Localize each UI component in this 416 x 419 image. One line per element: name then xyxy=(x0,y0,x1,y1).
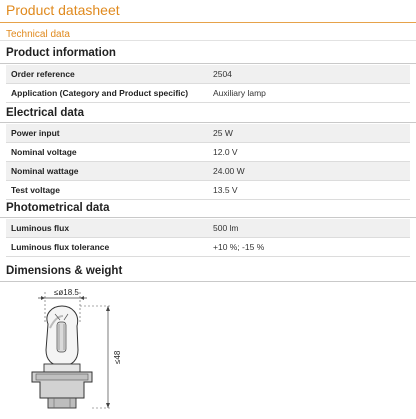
table-row xyxy=(6,238,410,257)
table-row xyxy=(6,84,410,103)
product-information-table xyxy=(6,65,410,103)
row-label: Luminous flux xyxy=(6,219,208,238)
table-row xyxy=(6,124,410,143)
row-label: Nominal wattage xyxy=(6,162,208,181)
photometrical-data-table xyxy=(6,219,410,257)
row-value: +10 %; -15 % xyxy=(208,238,410,257)
row-label: Luminous flux tolerance xyxy=(6,238,208,257)
section-title-dimensions-weight: Dimensions & weight xyxy=(6,265,123,277)
lamp-dimension-drawing xyxy=(0,284,140,414)
diameter-label: ≤ø18.5 xyxy=(54,288,79,297)
row-value: 24.00 W xyxy=(208,162,410,181)
electrical-data-table xyxy=(6,124,410,200)
row-value: 12.0 V xyxy=(208,143,410,162)
row-label: Application (Category and Product specific) xyxy=(6,84,208,103)
height-label: ≤48 xyxy=(113,350,122,364)
row-value: 25 W xyxy=(208,124,410,143)
row-value: 13.5 V xyxy=(208,181,410,200)
subheader-technical-data: Technical data xyxy=(6,29,70,40)
section-title-product-information: Product information xyxy=(6,47,116,59)
table-row xyxy=(6,162,410,181)
row-label: Order reference xyxy=(6,65,208,84)
table-row xyxy=(6,181,410,200)
row-label: Test voltage xyxy=(6,181,208,200)
row-label: Power input xyxy=(6,124,208,143)
table-row xyxy=(6,219,410,238)
row-label: Nominal voltage xyxy=(6,143,208,162)
section-divider xyxy=(0,63,416,64)
page-title: Product datasheet xyxy=(6,2,120,18)
row-value: 2504 xyxy=(208,65,410,84)
section-divider xyxy=(0,281,416,282)
section-title-photometrical-data: Photometrical data xyxy=(6,202,110,214)
table-row xyxy=(6,65,410,84)
row-value: 500 lm xyxy=(208,219,410,238)
section-title-electrical-data: Electrical data xyxy=(6,107,84,119)
lamp-icon xyxy=(0,284,140,414)
row-value: Auxiliary lamp xyxy=(208,84,410,103)
section-divider xyxy=(0,122,416,123)
divider xyxy=(0,40,416,41)
section-divider xyxy=(0,217,416,218)
table-row xyxy=(6,143,410,162)
